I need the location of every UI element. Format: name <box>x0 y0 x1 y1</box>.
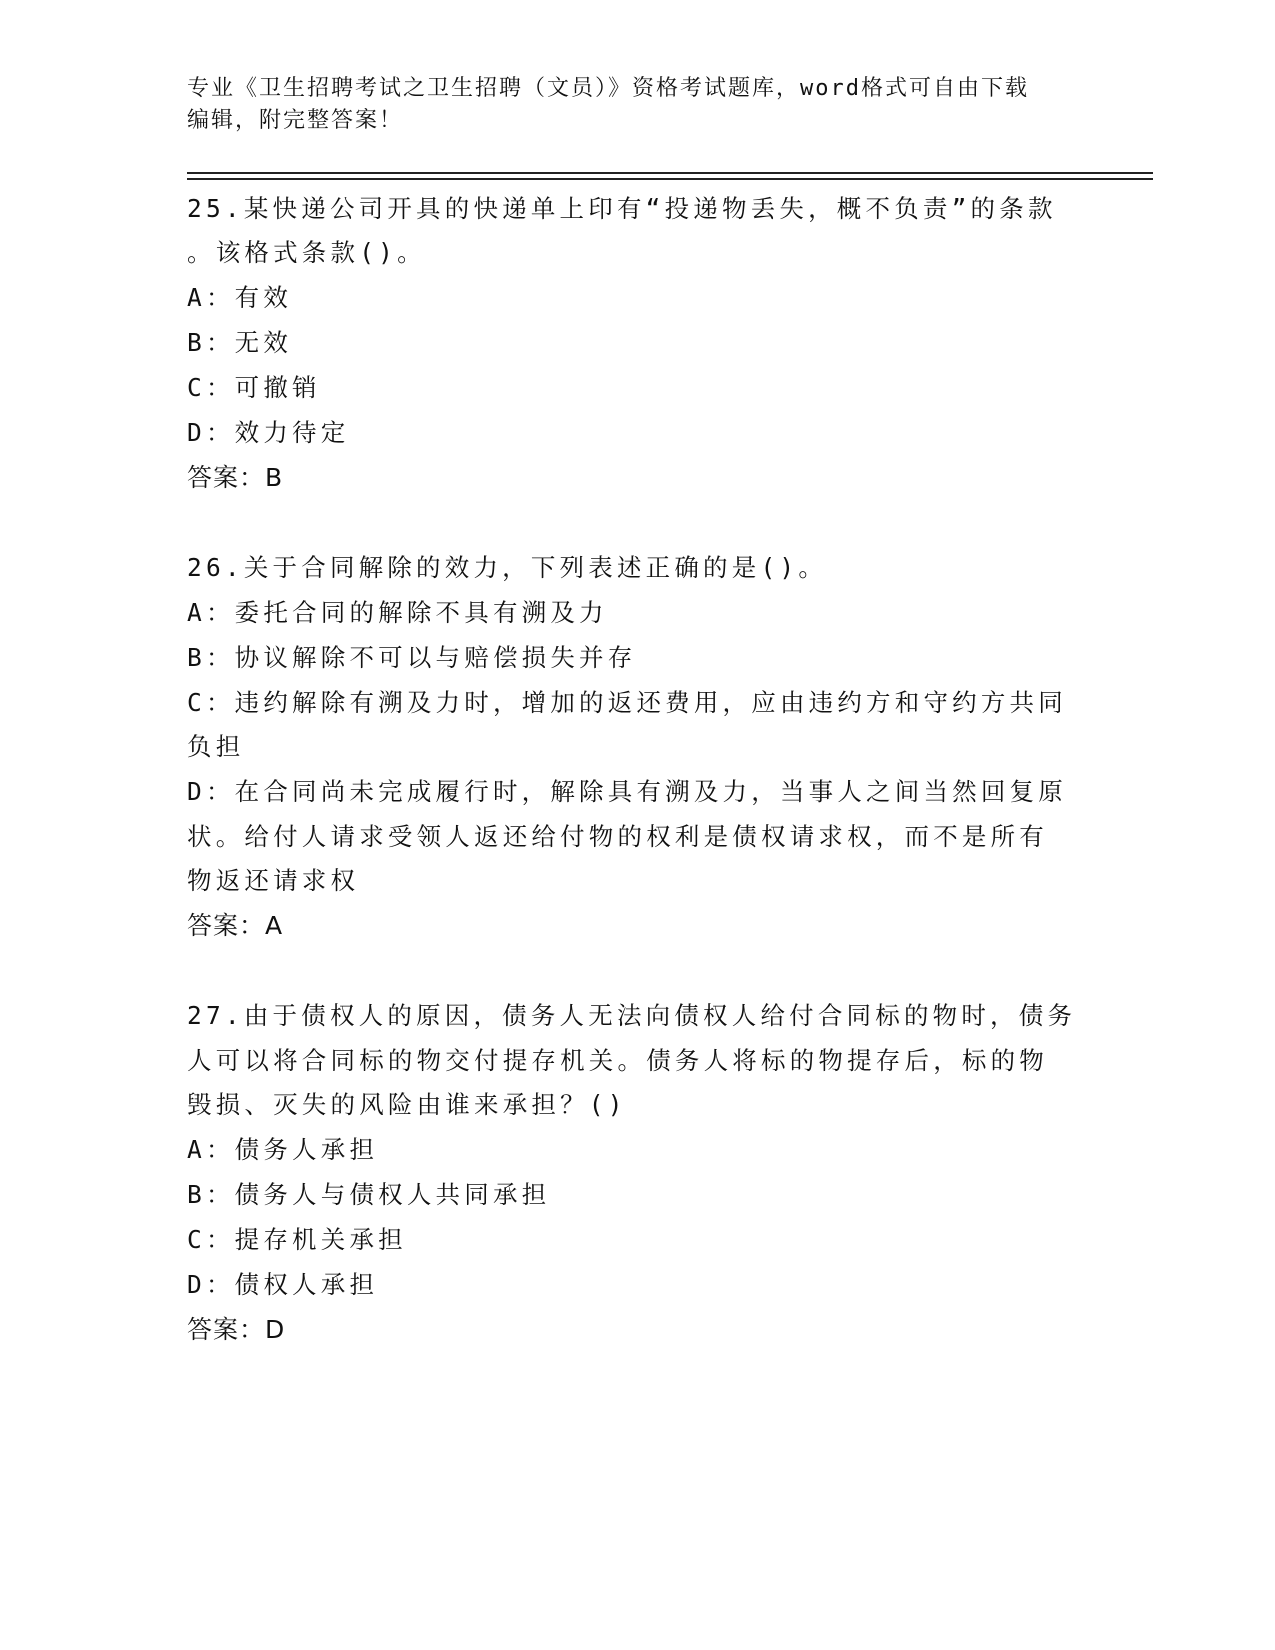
question-26-option-a: A：委托合同的解除不具有溯及力 <box>187 598 608 627</box>
question-27-answer: 答案：D <box>187 1315 286 1344</box>
header-rule-top <box>187 172 1153 174</box>
question-25-option-b: B：无效 <box>187 328 293 357</box>
question-26-option-c-line-1: C：违约解除有溯及力时，增加的返还费用，应由违约方和守约方共同 <box>187 688 1067 717</box>
question-27-option-d: D：债权人承担 <box>187 1270 379 1299</box>
question-26-option-b: B：协议解除不可以与赔偿损失并存 <box>187 643 637 672</box>
header-rule-bottom <box>187 178 1153 180</box>
question-26-answer: 答案：A <box>187 911 284 940</box>
question-27-option-c: C：提存机关承担 <box>187 1225 407 1254</box>
question-27-option-a: A：债务人承担 <box>187 1135 379 1164</box>
question-26-stem-line-1: 26.关于合同解除的效力，下列表述正确的是()。 <box>187 553 828 582</box>
header-line-1: 专业《卫生招聘考试之卫生招聘（文员）》资格考试题库，word格式可自由下载 <box>187 76 1029 101</box>
header-line-2: 编辑，附完整答案！ <box>187 108 404 133</box>
question-26-option-d-line-1: D：在合同尚未完成履行时，解除具有溯及力，当事人之间当然回复原 <box>187 777 1067 806</box>
question-27-stem-line-3: 毁损、灭失的风险由谁来承担？() <box>187 1090 627 1119</box>
question-25-option-d: D：效力待定 <box>187 418 350 447</box>
question-27-stem-line-1: 27.由于债权人的原因，债务人无法向债权人给付合同标的物时，债务 <box>187 1001 1077 1030</box>
question-27-stem-line-2: 人可以将合同标的物交付提存机关。债务人将标的物提存后，标的物 <box>187 1046 1048 1075</box>
question-25-option-a: A：有效 <box>187 283 293 312</box>
question-25-answer: 答案：B <box>187 463 284 492</box>
question-27-option-b: B：债务人与债权人共同承担 <box>187 1180 551 1209</box>
question-25-option-c: C：可撤销 <box>187 373 321 402</box>
question-26-option-d-line-2: 状。给付人请求受领人返还给付物的权利是债权请求权，而不是所有 <box>187 822 1048 851</box>
question-25-stem-line-2: 。该格式条款()。 <box>187 238 426 267</box>
question-26-option-c-line-2: 负担 <box>187 732 245 761</box>
question-26-option-d-line-3: 物返还请求权 <box>187 866 360 895</box>
question-25-stem-line-1: 25.某快递公司开具的快递单上印有“投递物丢失，概不负责”的条款 <box>187 194 1057 223</box>
